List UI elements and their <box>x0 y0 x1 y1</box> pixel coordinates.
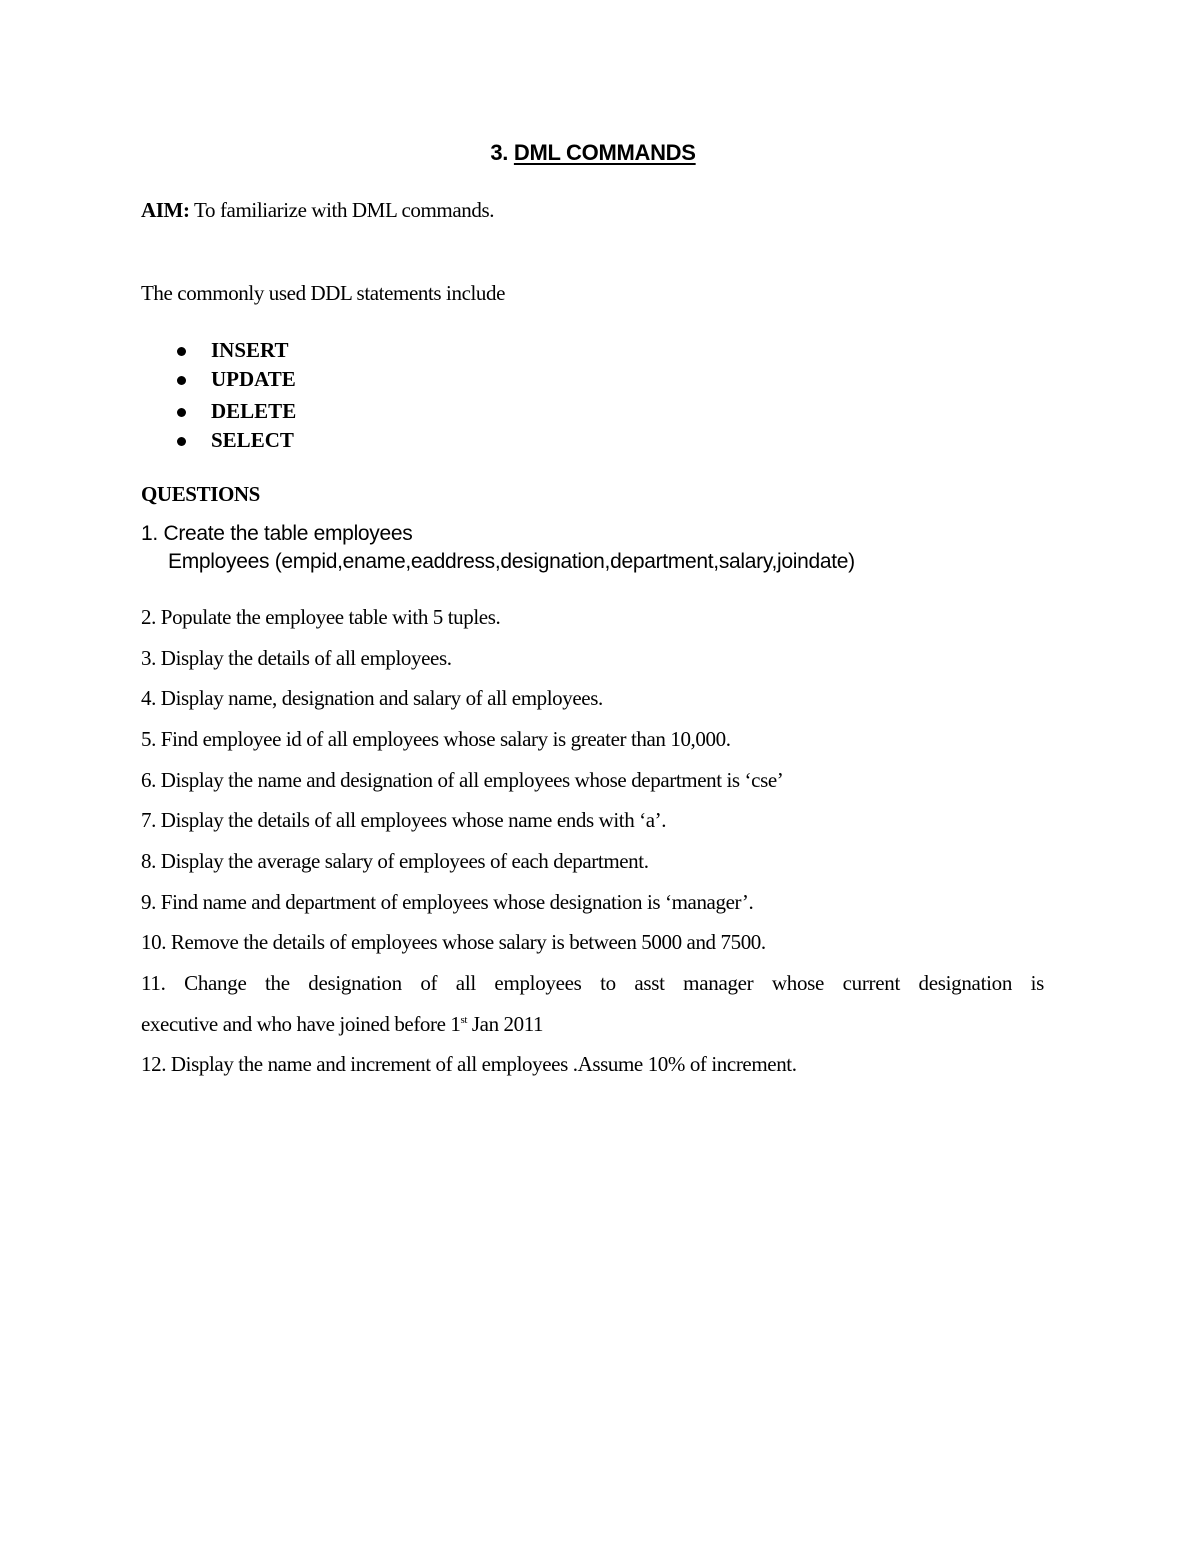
aim-statement <box>141 198 494 223</box>
command-label: SELECT <box>211 428 294 452</box>
bullet-icon <box>177 347 186 356</box>
intro-text: The commonly used DDL statements include <box>141 281 506 305</box>
question-11-line-2-pre: executive and who have joined before 1 <box>141 1012 461 1036</box>
bullet-icon <box>177 376 186 385</box>
question-8: 8. Display the average salary of employees of each department. <box>141 849 649 873</box>
question-3: 3. Display the details of all employees. <box>141 646 452 670</box>
question-11-line-2-post: Jan 2011 <box>467 1012 544 1036</box>
question-11-line-1: 11. Change the designation of all employees to asst manager whose current designation is <box>141 971 1044 995</box>
question-7: 7. Display the details of all employees whose name ends with ‘a’. <box>141 808 667 832</box>
command-label: DELETE <box>211 399 297 423</box>
question-1-line-1: 1. Create the table employees <box>141 522 413 545</box>
bullet-icon <box>177 437 186 446</box>
title-text: DML COMMANDS <box>513 140 696 165</box>
question-11-line-2 <box>141 1012 543 1037</box>
question-9: 9. Find name and department of employees whose designation is ‘manager’. <box>141 890 754 914</box>
questions-heading: QUESTIONS <box>141 482 260 506</box>
aim-label: AIM: <box>141 198 190 222</box>
question-2: 2. Populate the employee table with 5 tuples. <box>141 605 501 629</box>
aim-text: To familiarize with DML commands. <box>189 198 495 222</box>
command-label: UPDATE <box>211 367 296 391</box>
ordinal-suffix: st <box>460 1014 468 1026</box>
question-10: 10. Remove the details of employees whose salary is between 5000 and 7500. <box>141 930 766 954</box>
question-1 <box>141 522 855 573</box>
question-12: 12. Display the name and increment of all employees .Assume 10% of increment. <box>141 1052 797 1076</box>
question-4: 4. Display name, designation and salary of all employees. <box>141 686 603 710</box>
question-5: 5. Find employee id of all employees whose salary is greater than 10,000. <box>141 727 731 751</box>
question-1-line-2: Employees (empid,ename,eaddress,designation,department,salary,joindate) <box>168 550 855 573</box>
bullet-icon <box>177 408 186 417</box>
command-label: INSERT <box>211 338 289 362</box>
page-title <box>0 140 1186 166</box>
question-6: 6. Display the name and designation of all employees whose department is ‘cse’ <box>141 768 784 792</box>
title-number: 3. <box>490 140 509 165</box>
